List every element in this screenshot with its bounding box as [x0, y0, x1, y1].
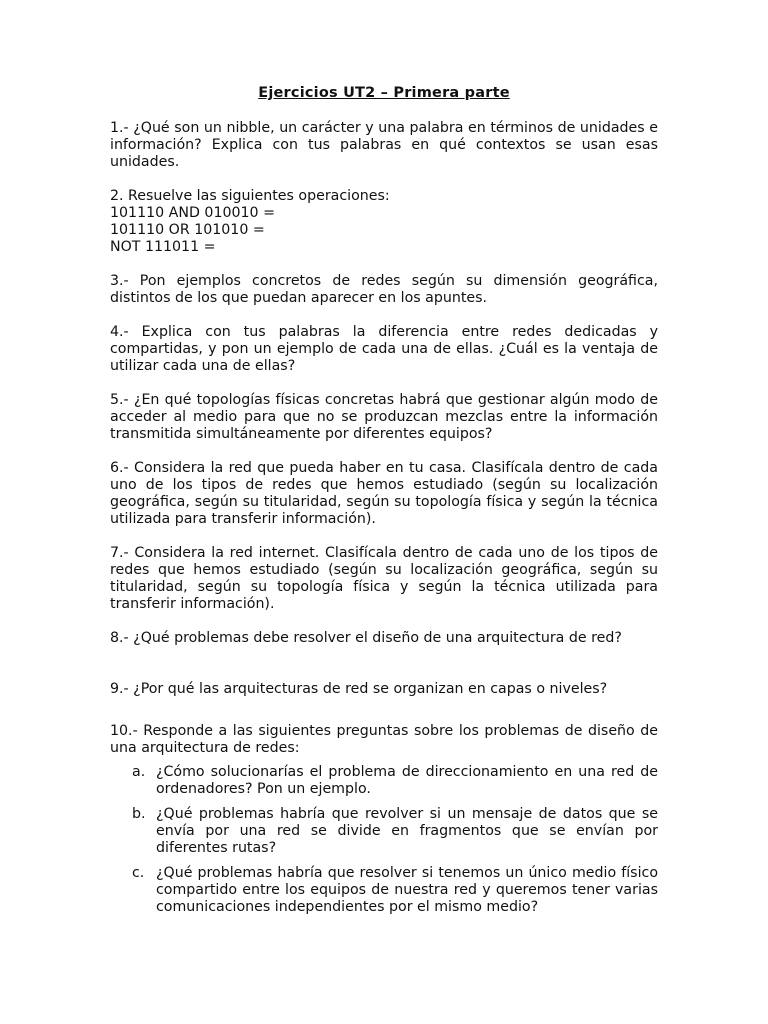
item-text: ¿Qué problemas habría que revolver si un mensaje de datos que se envía por una red se divide en fragmentos que se envían por diferentes rutas?	[156, 806, 658, 856]
question-1: 1.- ¿Qué son un nibble, un carácter y una palabra en términos de unidades e información? Explica con tus palabras en qué contextos se usan esas unidades.	[110, 120, 658, 170]
question-9: 9.- ¿Por qué las arquitecturas de red se organizan en capas o niveles?	[110, 681, 608, 697]
item-text: ¿Cómo solucionarías el problema de direccionamiento en una red de ordenadores? Pon un ejemplo.	[156, 764, 658, 797]
question-3: 3.- Pon ejemplos concretos de redes según su dimensión geográfica, distintos de los que puedan aparecer en los apuntes.	[110, 273, 658, 306]
item-text: ¿Qué problemas habría que resolver si tenemos un único medio físico compartido entre los equipos de nuestra red y queremos tener varias comunicaciones independientes por el mismo medio?	[156, 865, 658, 915]
item-letter: c.	[132, 865, 145, 881]
question-7: 7.- Considera la red internet. Clasifícala dentro de cada uno de los tipos de redes que hemos estudiado (según su localización geográfica, según su titularidad, según su topología física y según la técnica utilizada para transferir información).	[110, 545, 658, 612]
question-5: 5.- ¿En qué topologías físicas concretas habrá que gestionar algún modo de acceder al medio para que no se produzcan mezclas entre la información transmitida simultáneamente por diferentes equipos?	[110, 392, 658, 442]
question-10-intro: 10.- Responde a las siguientes preguntas sobre los problemas de diseño de una arquitectura de redes:	[110, 723, 658, 756]
question-4: 4.- Explica con tus palabras la diferencia entre redes dedicadas y compartidas, y pon un ejemplo de cada una de ellas. ¿Cuál es la ventaja de utilizar cada una de ellas?	[110, 324, 658, 374]
item-letter: b.	[132, 806, 146, 822]
document-title: Ejercicios UT2 – Primera parte	[258, 85, 510, 101]
question-6: 6.- Considera la red que pueda haber en tu casa. Clasifícala dentro de cada uno de los tipos de redes que hemos estudiado (según su localización geográfica, según su titularidad, según su topología física y según la técnica utilizada para transferir información).	[110, 460, 658, 527]
question-8: 8.- ¿Qué problemas debe resolver el diseño de una arquitectura de red?	[110, 630, 622, 646]
operation-and: 101110 AND 010010 =	[110, 205, 275, 221]
item-letter: a.	[132, 764, 146, 780]
question-2-intro: 2. Resuelve las siguientes operaciones:	[110, 188, 390, 204]
operation-or: 101110 OR 101010 =	[110, 222, 265, 238]
operation-not: NOT 111011 =	[110, 239, 216, 255]
question-2	[110, 188, 658, 256]
